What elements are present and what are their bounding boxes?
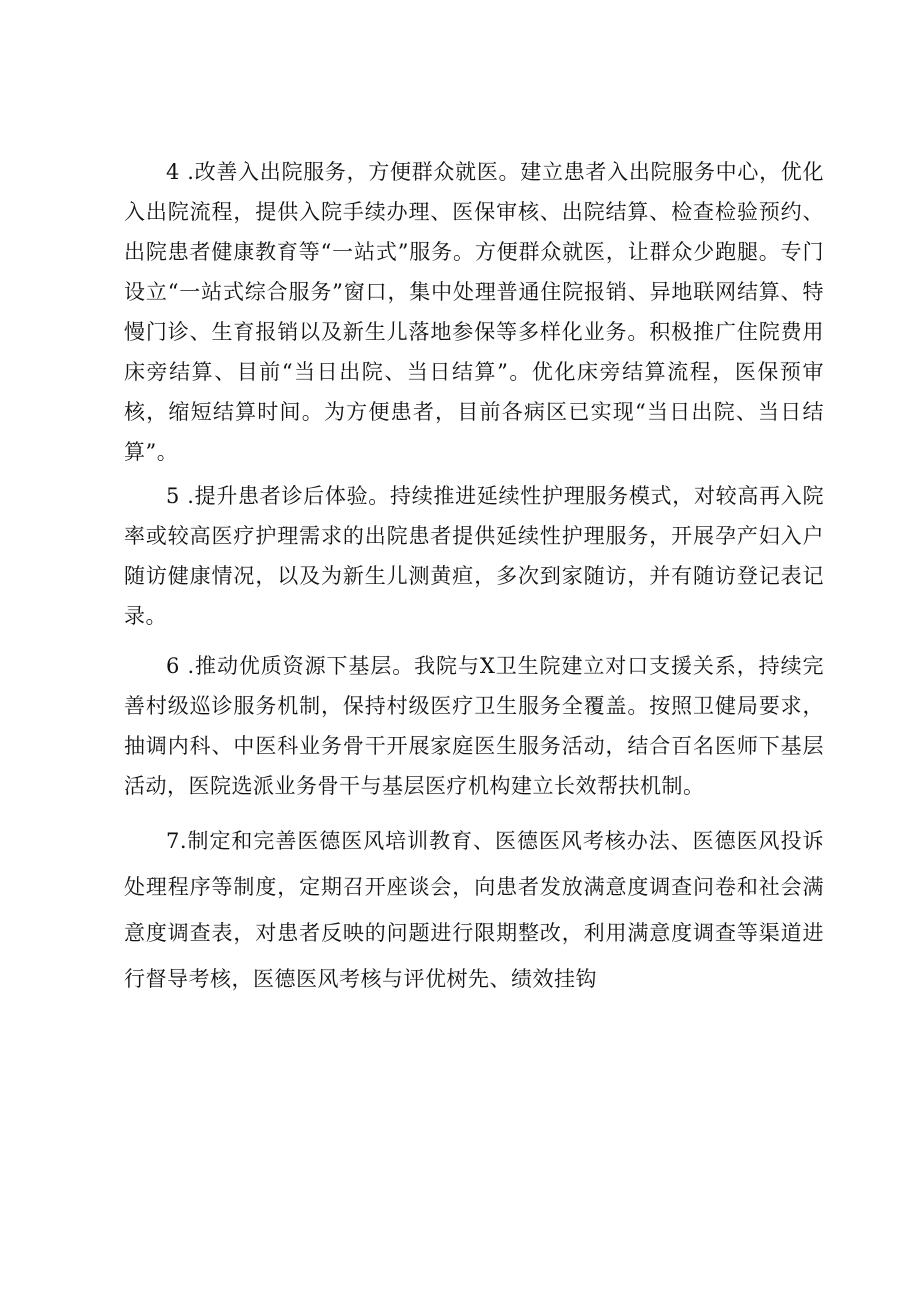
document-body: [124, 152, 824, 1018]
paragraph-7-medical-ethics: 7.制定和完善医德医风培训教育、医德医风考核办法、医德医风投诉处理程序等制度，定期召开座谈会，向患者发放满意度调查问卷和社会满意度调查表，对患者反映的问题进行限期整改，利用满意度调查等渠道进行督导考核，医德医风考核与评优树先、绩效挂钩: [124, 829, 824, 991]
paragraph-4-inpatient-service: 4 .改善入出院服务，方便群众就医。建立患者入出院服务中心，优化入出院流程，提供入院手续办理、医保审核、出院结算、检查检验预约、出院患者健康教育等“一站式”服务。方便群众就医，让群众少跑腿。专门设立“一站式综合服务”窗口，集中处理普通住院报销、异地联网结算、特慢门诊、生育报销以及新生儿落地参保等多样化业务。积极推广住院费用床旁结算、目前“当日出院、当日结算”。优化床旁结算流程，医保预审核，缩短结算时间。为方便患者，目前各病区已实现“当日出院、当日结算”。: [124, 160, 824, 464]
paragraph-5-post-diagnosis-experience: 5 .提升患者诊后体验。持续推进延续性护理服务模式，对较高再入院率或较高医疗护理需求的出院患者提供延续性护理服务，开展孕产妇入户随访健康情况，以及为新生儿测黄疸，多次到家随访，并有随访登记表记录。: [124, 484, 824, 628]
paragraph-6-resources-to-grassroots: 6 .推动优质资源下基层。我院与X卫生院建立对口支援关系，持续完善村级巡诊服务机制，保持村级医疗卫生服务全覆盖。按照卫健局要求，抽调内科、中医科业务骨干开展家庭医生服务活动，结合百名医师下基层活动，医院选派业务骨干与基层医疗机构建立长效帮扶机制。: [124, 654, 824, 798]
